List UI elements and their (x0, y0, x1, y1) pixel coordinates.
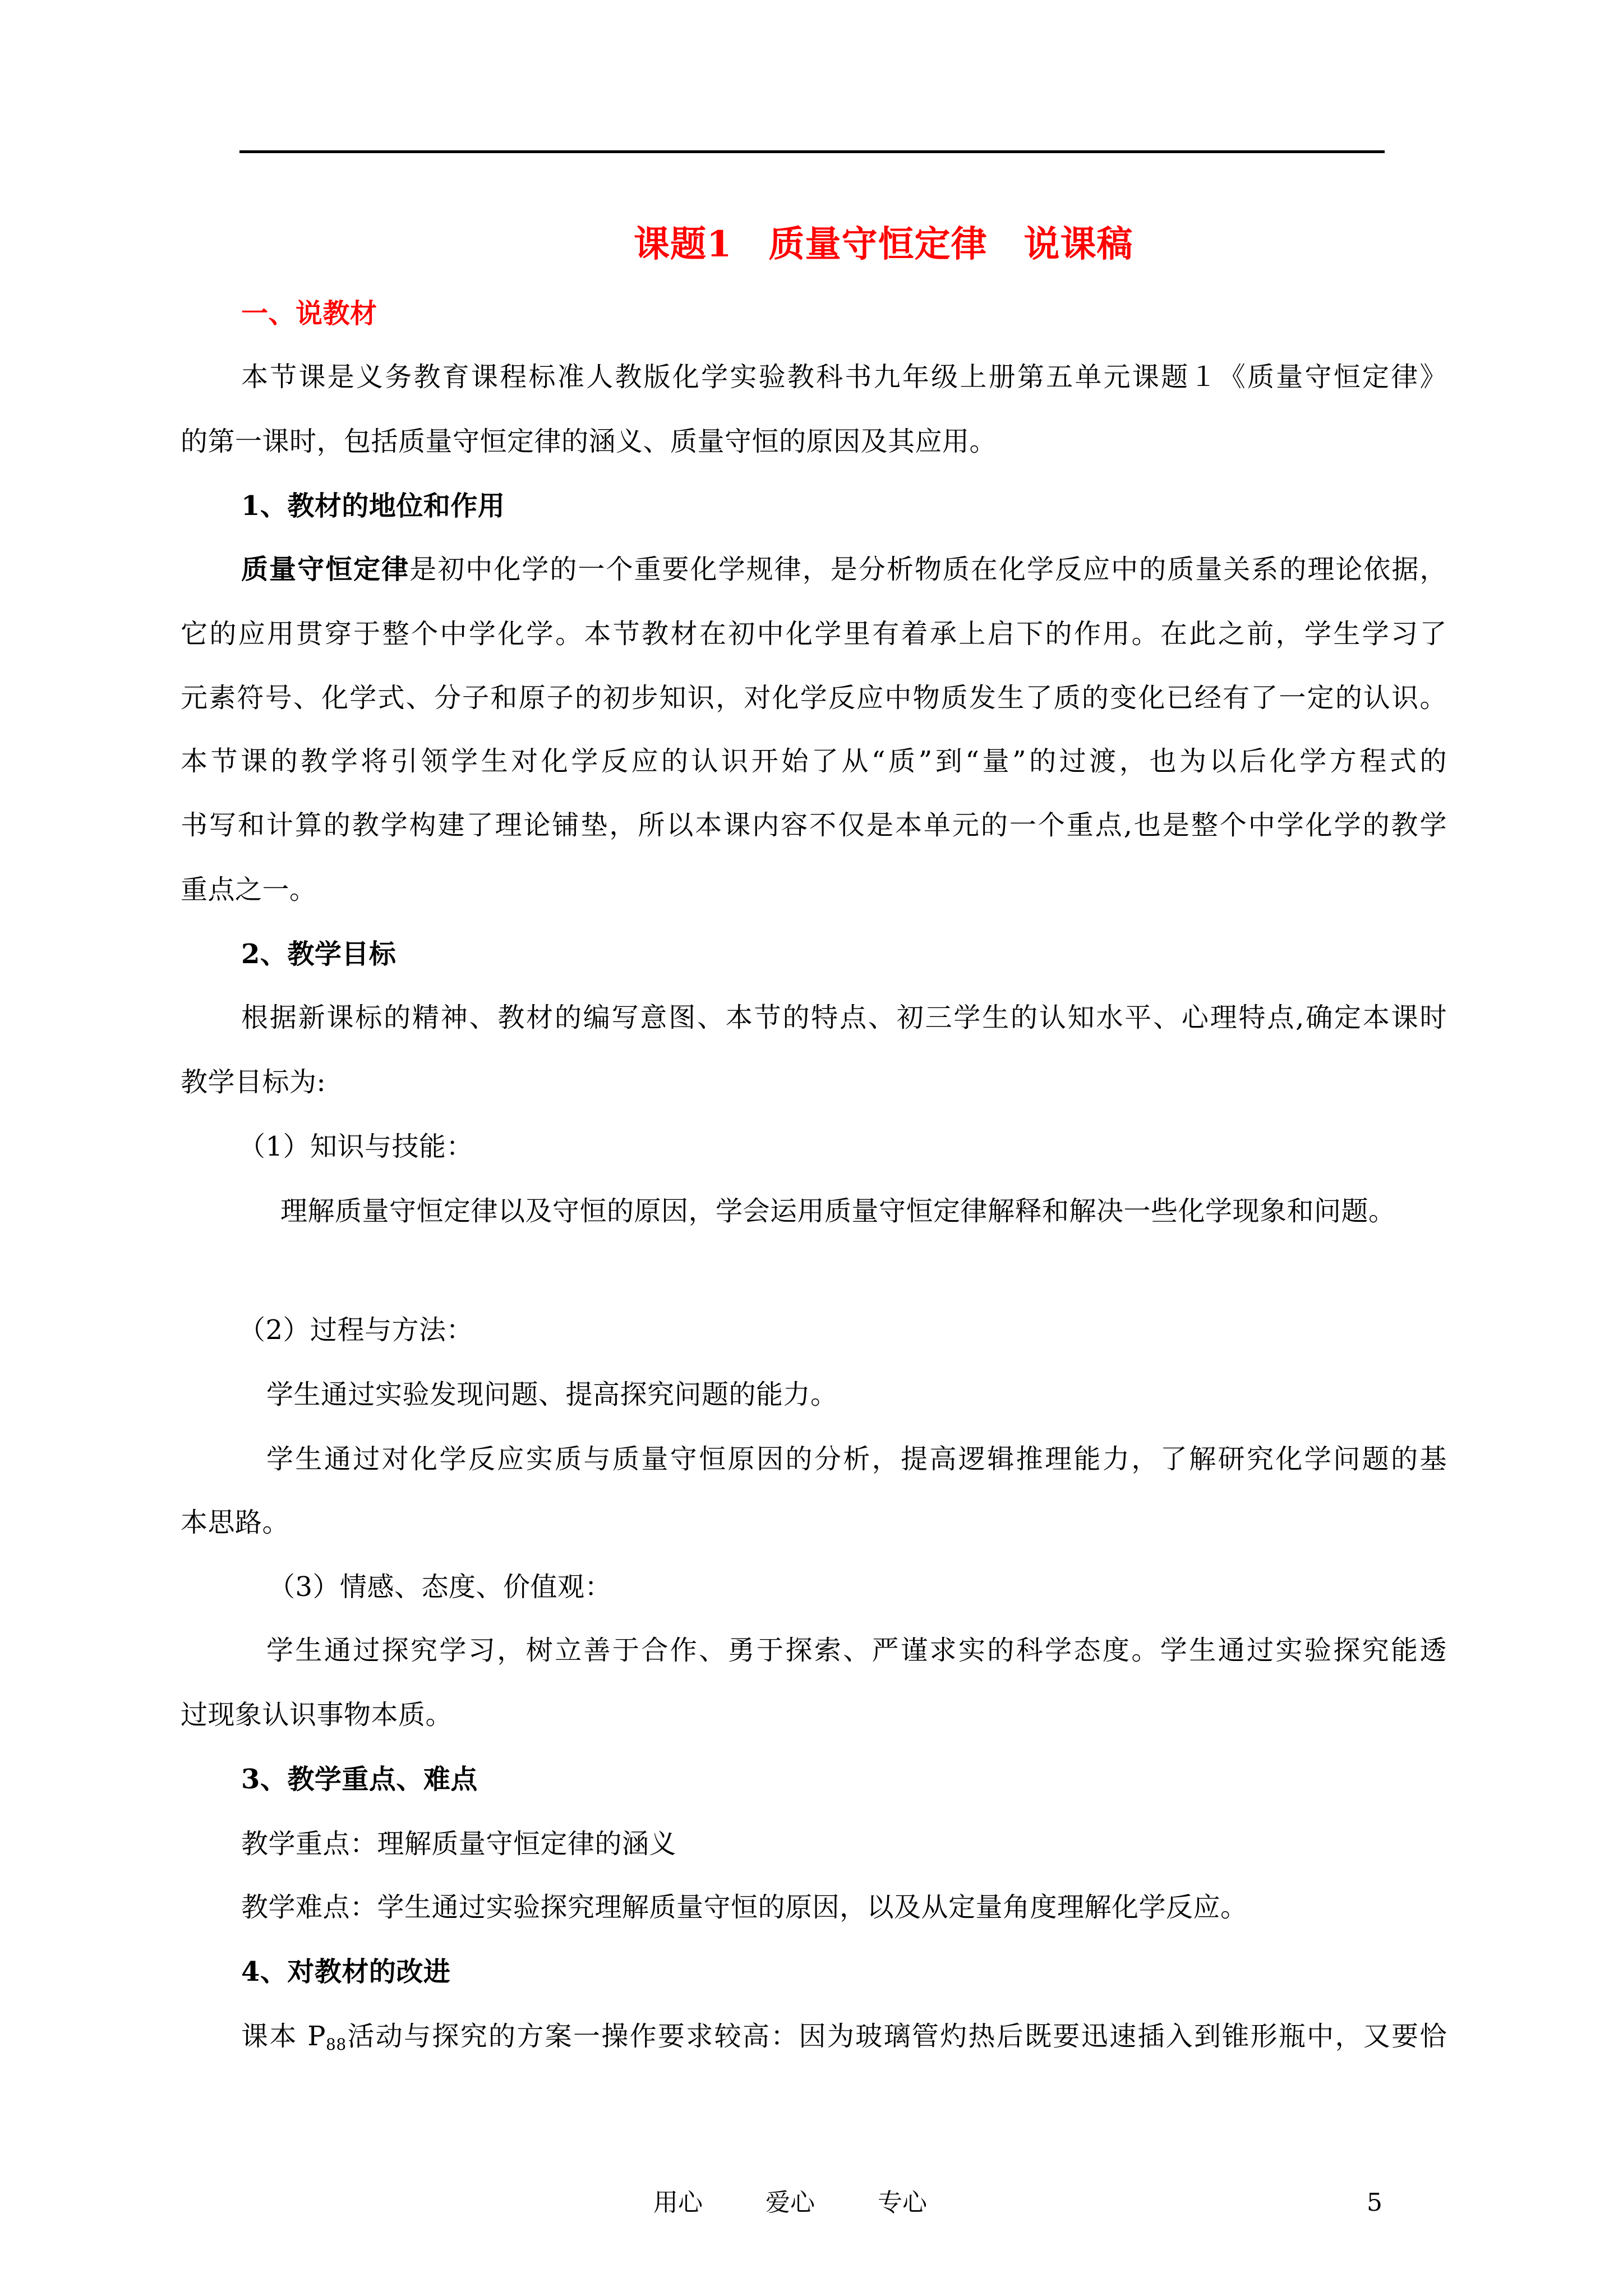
goal-1-text: 理解质量守恒定律以及守恒的原因，学会运用质量守恒定律解释和解决一些化学现象和问题。 (280, 1195, 1396, 1227)
section-heading-1: 一、说教材 (241, 298, 377, 329)
page-number: 5 (1367, 2188, 1382, 2217)
teaching-focus: 教学重点：理解质量守恒定律的涵义 (241, 1828, 677, 1860)
header-rule (239, 150, 1385, 153)
page-subscript: 88 (326, 2035, 347, 2054)
subheading-3: 3、教学重点、难点 (241, 1764, 478, 1795)
p2-line-1: 根据新课标的精神、教材的编写意图、本节的特点、初三学生的认知水平、心理特点,确定本课时 (241, 1002, 1447, 1033)
last-line-text: 活动与探究的方案一操作要求较高：因为玻璃管灼热后既要迅速插入到锥形瓶中，又要恰 (346, 2021, 1447, 2052)
subheading-2: 2、教学目标 (241, 938, 396, 970)
footer-word-3: 专心 (878, 2188, 927, 2217)
last-line-pre: 课本 P (241, 2021, 326, 2052)
footer-word-1: 用心 (653, 2188, 703, 2217)
teaching-difficulty: 教学难点：学生通过实验探究理解质量守恒的原因，以及从定量角度理解化学反应。 (241, 1892, 1248, 1923)
p1-line-1-text: 是初中化学的一个重要化学规律，是分析物质在化学反应中的质量关系的理论依据， (409, 554, 1447, 585)
subheading-1: 1、教材的地位和作用 (241, 490, 505, 522)
p2-line-2: 教学目标为: (181, 1066, 326, 1098)
intro-line-2: 的第一课时，包括质量守恒定律的涵义、质量守恒的原因及其应用。 (181, 426, 997, 457)
subheading-4: 4、对教材的改进 (241, 1956, 451, 1987)
p1-line-1 (241, 556, 1447, 583)
intro-line-1: 本节课是义务教育课程标准人教版化学实验教科书九年级上册第五单元课题１《质量守恒定律》 (241, 361, 1447, 393)
goal-3-label: （3）情感、态度、价值观： (268, 1571, 612, 1603)
goal-3-text-line-1: 学生通过探究学习，树立善于合作、勇于探索、严谨求实的科学态度。学生通过实验探究能透 (266, 1635, 1447, 1666)
page-title: 课题1 质量守恒定律 说课稿 (634, 223, 1133, 265)
p1-line-5: 书写和计算的教学构建了理论铺垫，所以本课内容不仅是本单元的一个重点,也是整个中学化学的教学 (181, 809, 1447, 841)
p1-line-6: 重点之一。 (181, 874, 317, 905)
p1-line-2: 它的应用贯穿于整个中学化学。本节教材在初中化学里有着承上启下的作用。在此之前，学生学习了 (181, 618, 1447, 650)
goal-2-label: （2）过程与方法： (238, 1314, 474, 1346)
last-line (241, 2023, 1447, 2053)
goal-1-label: （1）知识与技能： (238, 1131, 474, 1162)
goal-3-text-line-2: 过现象认识事物本质。 (181, 1699, 453, 1731)
p1-line-3: 元素符号、化学式、分子和原子的初步知识，对化学反应中物质发生了质的变化已经有了一定的认识。 (181, 682, 1447, 714)
footer-word-2: 爱心 (766, 2188, 815, 2217)
bold-term: 质量守恒定律 (241, 554, 410, 585)
goal-2-text-1: 学生通过实验发现问题、提高探究问题的能力。 (266, 1379, 838, 1410)
p1-line-4: 本节课的教学将引领学生对化学反应的认识开始了从“质”到“量”的过渡，也为以后化学方程式的 (181, 746, 1447, 777)
goal-2-text-2-line-1: 学生通过对化学反应实质与质量守恒原因的分析，提高逻辑推理能力，了解研究化学问题的基 (266, 1443, 1447, 1475)
goal-2-text-2-line-2: 本思路。 (181, 1507, 290, 1538)
